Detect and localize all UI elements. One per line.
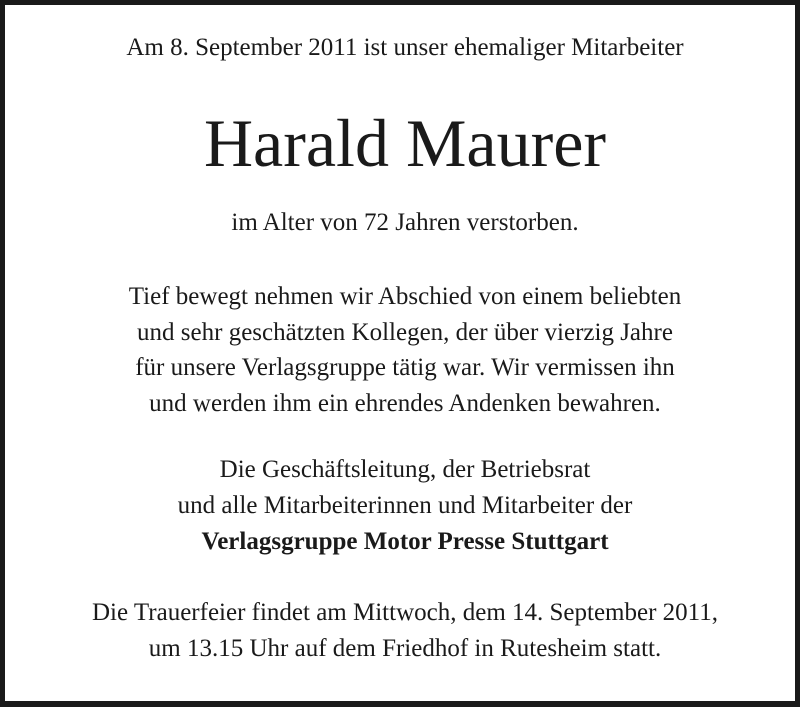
signatory-line: und alle Mitarbeiterinnen und Mitarbeiter der (177, 492, 633, 519)
message-line: und werden ihm ein ehrendes Andenken bewahren. (149, 390, 661, 417)
age-text: im Alter von 72 Jahren verstorben. (231, 209, 579, 236)
signatory-line: Die Geschäftsleitung, der Betriebsrat (219, 456, 591, 483)
message-line: für unsere Verlagsgruppe tätig war. Wir vermissen ihn (135, 354, 675, 381)
funeral-line: Die Trauerfeier findet am Mittwoch, dem 14. September 2011, (91, 599, 718, 626)
funeral-line: um 13.15 Uhr auf dem Friedhof in Rutesheim statt. (148, 635, 662, 662)
message-line: und sehr geschätzten Kollegen, der über vierzig Jahre (137, 319, 673, 346)
intro-text: Am 8. September 2011 ist unser ehemaliger Mitarbeiter (126, 34, 684, 61)
deceased-name: Harald Maurer (203, 105, 607, 181)
message-line: Tief bewegt nehmen wir Abschied von einem beliebten (128, 283, 682, 310)
company-name: Verlagsgruppe Motor Presse Stuttgart (201, 528, 609, 555)
